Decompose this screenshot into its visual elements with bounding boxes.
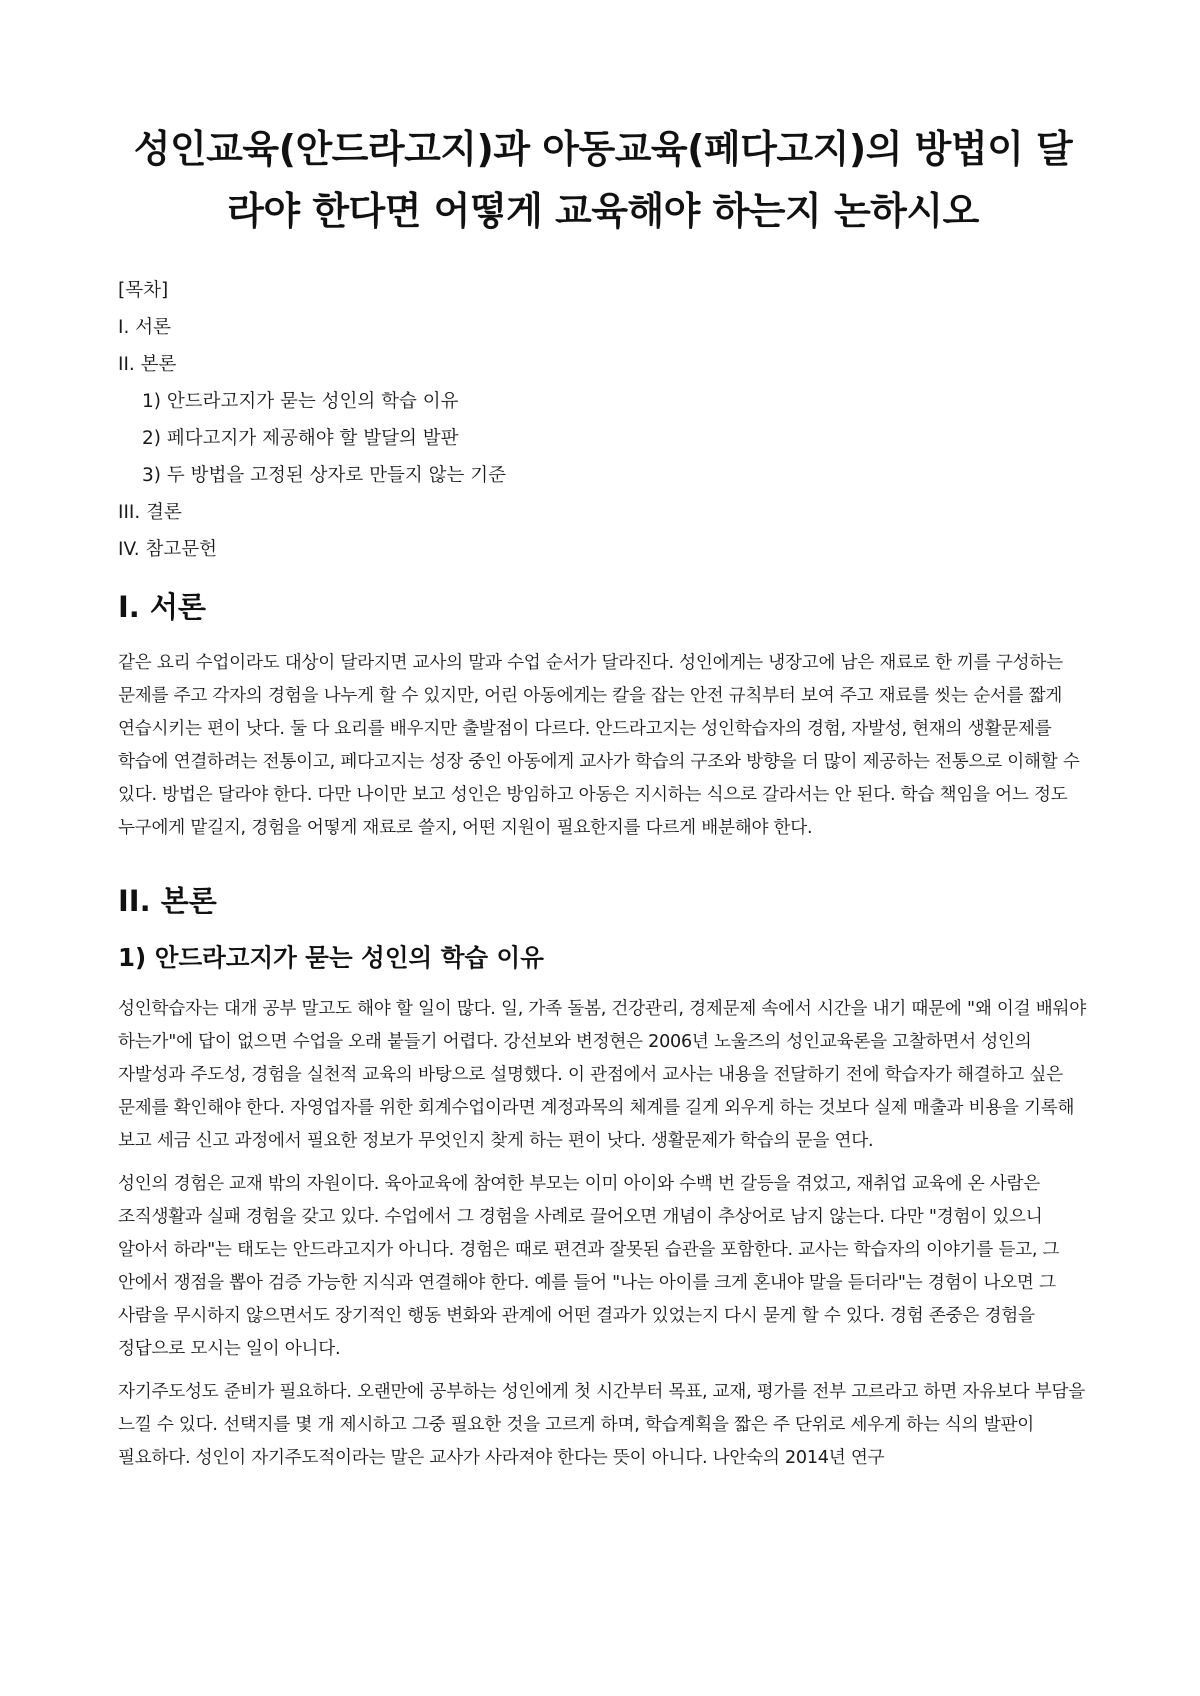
- toc-item-body: II. 본론: [118, 354, 177, 375]
- paragraph: 성인학습자는 대개 공부 말고도 해야 할 일이 많다. 일, 가족 돌봄, 건강관리, 경제문제 속에서 시간을 내기 때문에 "왜 이걸 배워야 하는가"에 답이 없으면 수업을 오래 붙들기 어렵다. 강선보와 변정현은 2006년 노울즈의 성인교육론을 고찰하면서 성인의 자발성과 주도성, 경험을 실천적 교육의 바탕으로 설명했다. 이 관점에서 교사는 내용을 전달하기 전에 학습자가 해결하고 싶은 문제를 확인해야 한다. 자영업자를 위한 회계수업이라면 계정과목의 체계를 길게 외우게 하는 것보다 실제 매출과 비용을 기록해 보고 세금 신고 과정에서 필요한 정보가 무엇인지 찾게 하는 편이 낫다. 생활문제가 학습의 문을 연다.: [118, 999, 1087, 1151]
- document-title: 성인교육(안드라고지)과 아동교육(페다고지)의 방법이 달라야 한다면 어떻게 교육해야 하는지 논하시오: [133, 127, 1073, 233]
- toc-item-introduction: I. 서론: [118, 317, 171, 338]
- section-heading-body: II. 본론: [118, 884, 217, 918]
- paragraph: 같은 요리 수업이라도 대상이 달라지면 교사의 말과 수업 순서가 달라진다. 성인에게는 냉장고에 남은 재료로 한 끼를 구성하는 문제를 주고 각자의 경험을 나누게 할 수 있지만, 어린 아동에게는 칼을 잡는 안전 규칙부터 보여 주고 재료를 씻는 순서를 짧게 연습시키는 편이 낫다. 둘 다 요리를 배우지만 출발점이 다르다. 안드라고지는 성인학습자의 경험, 자발성, 현재의 생활문제를 학습에 연결하려는 전통이고, 페다고지는 성장 중인 아동에게 교사가 학습의 구조와 방향을 더 많이 제공하는 전통으로 이해할 수 있다. 방법은 달라야 한다. 다만 나이만 보고 성인은 방임하고 아동은 지시하는 식으로 갈라서는 안 된다. 학습 책임을 어느 정도 누구에게 맡길지, 경험을 어떻게 재료로 쓸지, 어떤 지원이 필요한지를 다르게 배분해야 한다.: [118, 653, 1080, 838]
- toc-item-body-2: 2) 페다고지가 제공해야 할 발달의 발판: [142, 428, 459, 449]
- table-of-contents: [118, 280, 1088, 561]
- section-heading-introduction: I. 서론: [118, 590, 206, 624]
- toc-item-body-3: 3) 두 방법을 고정된 상자로 만들지 않는 기준: [142, 465, 506, 486]
- subsection-heading-andragogy: 1) 안드라고지가 묻는 성인의 학습 이유: [118, 943, 544, 972]
- paragraph: 성인의 경험은 교재 밖의 자원이다. 육아교육에 참여한 부모는 이미 아이와 수백 번 갈등을 겪었고, 재취업 교육에 온 사람은 조직생활과 실패 경험을 갖고 있다. 수업에서 그 경험을 사례로 끌어오면 개념이 추상어로 남지 않는다. 다만 "경험이 있으니 알아서 하라"는 태도는 안드라고지가 아니다. 경험은 때로 편견과 잘못된 습관을 포함한다. 교사는 학습자의 이야기를 듣고, 그 안에서 쟁점을 뽑아 검증 가능한 지식과 연결해야 한다. 예를 들어 "나는 아이를 크게 혼내야 말을 듣더라"는 경험이 나오면 그 사람을 무시하지 않으면서도 장기적인 행동 변화와 관계에 어떤 결과가 있었는지 다시 묻게 할 수 있다. 경험 존중은 경험을 정답으로 모시는 일이 아니다.: [118, 1174, 1060, 1359]
- toc-item-references: IV. 참고문헌: [118, 539, 217, 560]
- toc-item-body-1: 1) 안드라고지가 묻는 성인의 학습 이유: [142, 391, 459, 412]
- toc-heading: [목차]: [118, 280, 169, 301]
- paragraph: 자기주도성도 준비가 필요하다. 오랜만에 공부하는 성인에게 첫 시간부터 목표, 교재, 평가를 전부 고르라고 하면 자유보다 부담을 느낄 수 있다. 선택지를 몇 개 제시하고 그중 필요한 것을 고르게 하며, 학습계획을 짧은 주 단위로 세우게 하는 식의 발판이 필요하다. 성인이 자기주도적이라는 말은 교사가 사라져야 한다는 뜻이 아니다. 나안숙의 2014년 연구: [118, 1382, 1085, 1468]
- toc-item-conclusion: III. 결론: [118, 502, 182, 523]
